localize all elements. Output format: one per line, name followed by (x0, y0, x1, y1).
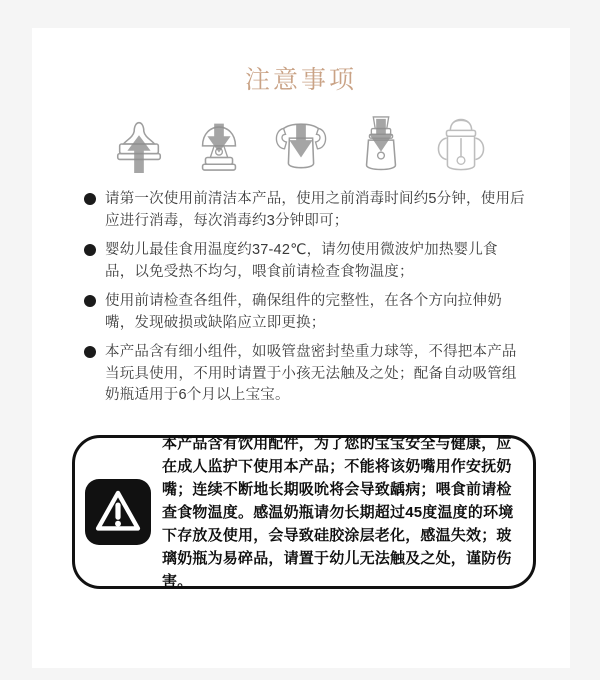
warning-triangle-icon (85, 479, 151, 545)
assembly-icons-row (32, 108, 570, 178)
bullet-icon (84, 244, 96, 256)
teat-icon (110, 108, 168, 178)
note-text: 请第一次使用前清洁本产品，使用之前消毒时间约5分钟，使用后应进行消毒，每次消毒约3分钟即可； (105, 191, 525, 229)
page-title: 注意事项 (244, 66, 357, 94)
note-text: 使用前请检查各组件，确保组件的完整性，在各个方向拉伸奶嘴，发现破损或缺陷应立即更换； (105, 293, 502, 331)
bullet-icon (84, 295, 96, 307)
note-item (84, 291, 526, 334)
warning-text: 本产品含有饮用配件，为了您的宝宝安全与健康，应在成人监护下使用本产品；不能将该奶嘴用作安抚奶嘴；连续不断地长期吸吮将会导致龋病；喂食前请检查食物温度。感温奶瓶请勿长期超过45度温度的环境下存放及使用，会导致硅胶涂层老化，感温失效；玻璃奶瓶为易碎品，请置于幼儿无法触及之处，谨防伤害。 (162, 434, 514, 590)
note-item (84, 342, 526, 407)
note-item (84, 240, 526, 283)
straw-bottle-icon (354, 108, 408, 178)
notes-list (84, 189, 526, 415)
note-item (84, 189, 526, 232)
bullet-icon (84, 193, 96, 205)
content-card (32, 28, 570, 668)
assembled-cup-icon (430, 108, 492, 178)
note-text: 本产品含有细小组件，如吸管盘密封垫重力球等，不得把本产品当玩具使用，不用时请置于小孩无法触及之处；配备自动吸管组奶瓶适用于6个月以上宝宝。 (105, 344, 517, 403)
warning-box (72, 435, 536, 589)
dome-cap-icon (190, 108, 248, 178)
bullet-icon (84, 346, 96, 358)
note-text: 婴幼儿最佳食用温度约37-42℃，请勿使用微波炉加热婴儿食品，以免受热不均匀，喂食前请检查食物温度； (105, 242, 498, 280)
handle-ring-icon (270, 108, 332, 178)
